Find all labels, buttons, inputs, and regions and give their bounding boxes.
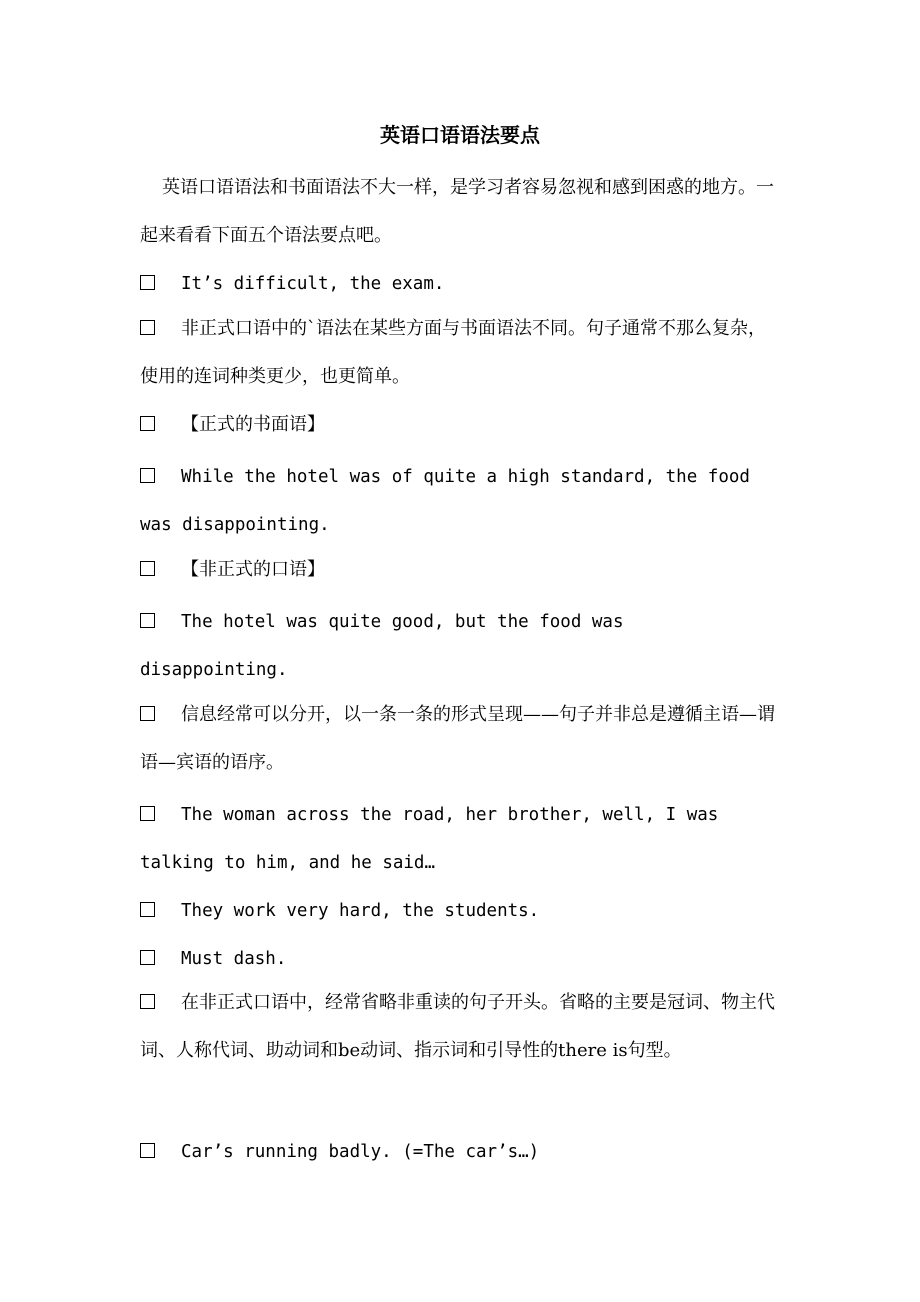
list-item: [140, 546, 780, 594]
list-item: [140, 401, 780, 449]
list-item-text: Must dash.: [181, 949, 287, 969]
list-item: [140, 887, 780, 935]
list-item: [140, 453, 780, 549]
checkbox-bullet-icon: [140, 613, 155, 628]
list-item-text: 信息经常可以分开，以一条一条的形式呈现——句子并非总是遵循主语—谓语—宾语的语序。: [140, 704, 775, 773]
checkbox-bullet-icon: [140, 1143, 155, 1158]
list-item-text: 【非正式的口语】: [181, 559, 325, 580]
checkbox-bullet-icon: [140, 902, 155, 917]
checkbox-bullet-icon: [140, 468, 155, 483]
list-item-text: 非正式口语中的`语法在某些方面与书面语法不同。句子通常不那么复杂，使用的连词种类更少，也更简单。: [140, 318, 766, 387]
checkbox-bullet-icon: [140, 994, 155, 1009]
checkbox-bullet-icon: [140, 950, 155, 965]
checkbox-bullet-icon: [140, 561, 155, 576]
list-item-text: 在非正式口语中，经常省略非重读的句子开头。省略的主要是冠词、物主代词、人称代词、助动词和be动词、指示词和引导性的there is句型。: [140, 992, 775, 1061]
list-item: [140, 260, 780, 308]
list-item-text: 【正式的书面语】: [181, 414, 325, 435]
checkbox-bullet-icon: [140, 416, 155, 431]
list-item: [140, 791, 780, 887]
checkbox-bullet-icon: [140, 320, 155, 335]
list-item-text: Car’s running badly. (=The car’s…): [181, 1142, 540, 1162]
list-item: [140, 691, 780, 787]
list-item: [140, 979, 780, 1075]
checkbox-bullet-icon: [140, 806, 155, 821]
checkbox-bullet-icon: [140, 706, 155, 721]
list-item-text: They work very hard, the students.: [181, 901, 540, 921]
intro-paragraph: 英语口语语法和书面语法不大一样，是学习者容易忽视和感到困惑的地方。一起来看看下面五个语法要点吧。: [140, 177, 774, 246]
list-item-text: The woman across the road, her brother, well, I was talking to him, and he said…: [140, 805, 719, 873]
list-item: [140, 935, 780, 983]
document-title: 英语口语语法要点: [380, 123, 540, 147]
list-item-text: While the hotel was of quite a high standard, the food was disappointing.: [140, 467, 750, 535]
list-item: [140, 1128, 780, 1176]
checkbox-bullet-icon: [140, 275, 155, 290]
list-item: [140, 305, 780, 401]
list-item: [140, 598, 780, 694]
list-item-text: The hotel was quite good, but the food was disappointing.: [140, 612, 624, 680]
list-item-text: It’s difficult, the exam.: [181, 274, 445, 294]
